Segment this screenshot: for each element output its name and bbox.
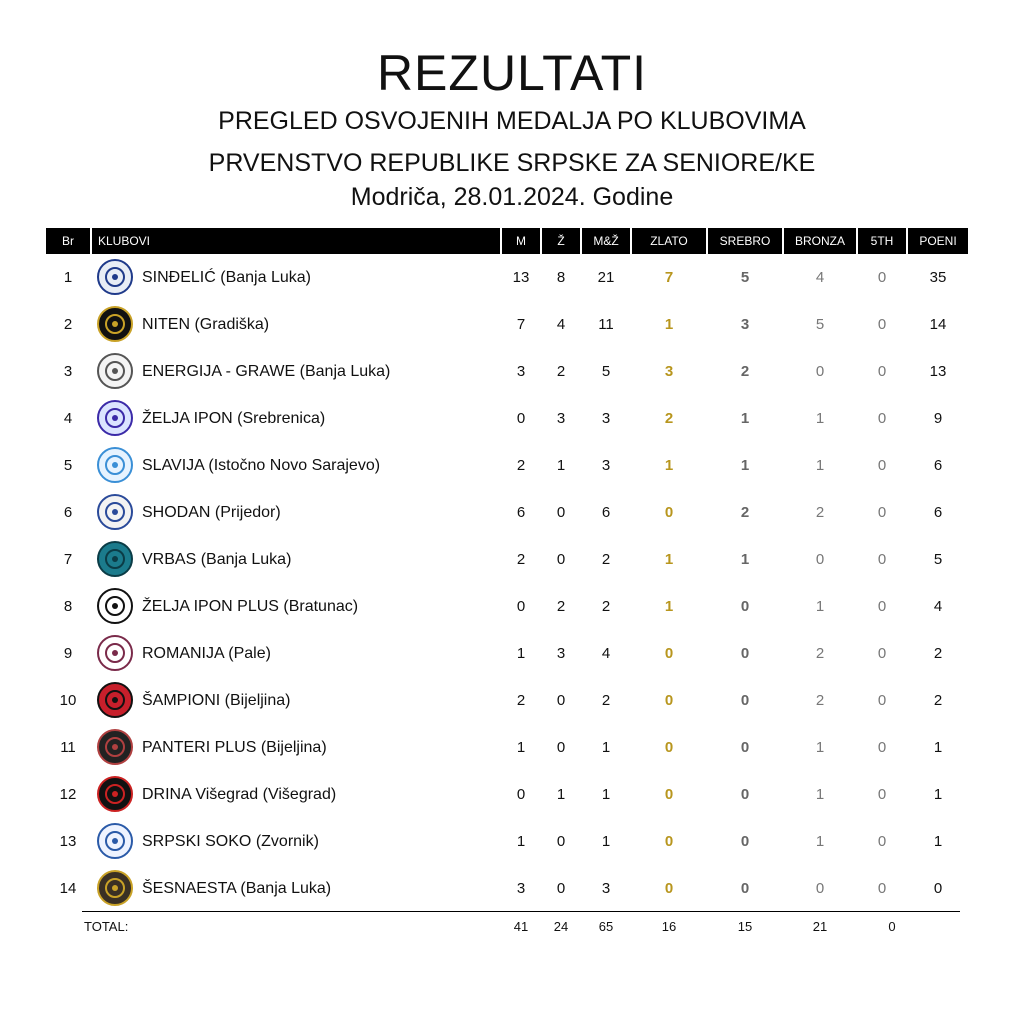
cell-poeni: 1 xyxy=(933,786,943,803)
cell-mz: 1 xyxy=(601,786,611,803)
cell-bronza: 1 xyxy=(815,598,825,615)
cell-br: 8 xyxy=(63,598,73,615)
cell-br: 5 xyxy=(63,457,73,474)
cell-z: 0 xyxy=(556,692,566,709)
cell-bronza: 0 xyxy=(815,551,825,568)
cell-br: 4 xyxy=(63,410,73,427)
cell-mz: 2 xyxy=(601,598,611,615)
cell-zlato: 0 xyxy=(664,645,674,662)
cell-srebro: 0 xyxy=(740,645,750,662)
header-br: Br xyxy=(46,228,90,254)
cell-m: 1 xyxy=(516,739,526,756)
cell-m: 3 xyxy=(516,880,526,897)
cell-m: 0 xyxy=(516,410,526,427)
cell-mz: 3 xyxy=(601,457,611,474)
cell-poeni: 9 xyxy=(933,410,943,427)
cell-z: 0 xyxy=(556,833,566,850)
cell-br: 12 xyxy=(59,786,77,803)
cell-srebro: 0 xyxy=(740,692,750,709)
cell-club: PANTERI PLUS (Bijeljina) xyxy=(142,739,327,756)
cell-bronza: 0 xyxy=(815,880,825,897)
subtitle-overview: PREGLED OSVOJENIH MEDALJA PO KLUBOVIMA xyxy=(218,107,806,135)
table-row xyxy=(46,301,968,348)
cell-m: 7 xyxy=(516,316,526,333)
cell-club: SLAVIJA (Istočno Novo Sarajevo) xyxy=(142,457,381,474)
cell-club: VRBAS (Banja Luka) xyxy=(142,551,292,568)
cell-fifth: 0 xyxy=(877,645,887,662)
cell-mz: 4 xyxy=(601,645,611,662)
cell-poeni: 2 xyxy=(933,645,943,662)
header-bronza: BRONZA xyxy=(784,228,856,254)
cell-z: 1 xyxy=(556,786,566,803)
cell-poeni: 5 xyxy=(933,551,943,568)
cell-br: 11 xyxy=(60,739,76,756)
cell-mz: 3 xyxy=(601,880,611,897)
sampioni-logo-icon xyxy=(96,681,134,719)
table-row xyxy=(46,489,968,536)
shodan-logo-icon xyxy=(96,493,134,531)
header-zlato: ZLATO xyxy=(632,228,706,254)
cell-fifth: 0 xyxy=(877,504,887,521)
cell-m: 0 xyxy=(516,786,526,803)
cell-fifth: 0 xyxy=(877,551,887,568)
cell-br: 9 xyxy=(63,645,73,662)
cell-zlato: 1 xyxy=(664,598,674,615)
total-zlato: 16 xyxy=(661,919,677,934)
cell-fifth: 0 xyxy=(877,786,887,803)
total-srebro: 15 xyxy=(737,919,753,934)
table-row xyxy=(46,536,968,583)
table-row xyxy=(46,724,968,771)
cell-zlato: 3 xyxy=(664,363,674,380)
header-z: Ž xyxy=(542,228,580,254)
cell-mz: 11 xyxy=(598,316,614,333)
cell-z: 2 xyxy=(556,598,566,615)
cell-club: ŠAMPIONI (Bijeljina) xyxy=(142,692,291,709)
cell-z: 0 xyxy=(556,880,566,897)
cell-br: 3 xyxy=(63,363,73,380)
cell-mz: 5 xyxy=(601,363,611,380)
table-header xyxy=(46,228,968,254)
cell-m: 2 xyxy=(516,692,526,709)
total-5th: 0 xyxy=(888,919,896,934)
cell-bronza: 1 xyxy=(815,739,825,756)
cell-mz: 2 xyxy=(601,692,611,709)
cell-club: NITEN (Gradiška) xyxy=(142,316,270,333)
cell-z: 1 xyxy=(556,457,566,474)
cell-bronza: 1 xyxy=(815,457,825,474)
cell-poeni: 13 xyxy=(929,363,947,380)
cell-poeni: 0 xyxy=(933,880,943,897)
header-poeni: POENI xyxy=(908,228,968,254)
cell-srebro: 3 xyxy=(740,316,750,333)
niten-logo-icon xyxy=(96,305,134,343)
cell-poeni: 6 xyxy=(933,504,943,521)
cell-club: SHODAN (Prijedor) xyxy=(142,504,281,521)
cell-fifth: 0 xyxy=(877,833,887,850)
header-klubovi: KLUBOVI xyxy=(92,228,500,254)
cell-srebro: 1 xyxy=(740,457,750,474)
romanija-logo-icon xyxy=(96,634,134,672)
cell-zlato: 2 xyxy=(664,410,674,427)
cell-fifth: 0 xyxy=(877,363,887,380)
header-mz: M&Ž xyxy=(582,228,630,254)
cell-srebro: 1 xyxy=(740,410,750,427)
cell-srebro: 0 xyxy=(740,786,750,803)
karate-school-logo-icon xyxy=(96,587,134,625)
cell-bronza: 1 xyxy=(815,786,825,803)
cell-poeni: 1 xyxy=(933,833,943,850)
energija-logo-icon xyxy=(96,352,134,390)
table-row xyxy=(46,630,968,677)
table-row xyxy=(46,348,968,395)
cell-bronza: 1 xyxy=(815,410,825,427)
cell-srebro: 0 xyxy=(740,598,750,615)
cell-z: 4 xyxy=(556,316,566,333)
cell-club: ŠESNAESTA (Banja Luka) xyxy=(142,880,332,897)
cell-bronza: 1 xyxy=(815,833,825,850)
cell-srebro: 0 xyxy=(740,833,750,850)
cell-mz: 2 xyxy=(601,551,611,568)
page-title: REZULTATI xyxy=(376,45,648,101)
cell-mz: 1 xyxy=(601,739,611,756)
header-m: M xyxy=(502,228,540,254)
cell-m: 2 xyxy=(516,457,526,474)
total-bronza: 21 xyxy=(812,919,828,934)
cell-poeni: 14 xyxy=(929,316,947,333)
cell-poeni: 6 xyxy=(933,457,943,474)
srpski-soko-logo-icon xyxy=(96,822,134,860)
cell-z: 0 xyxy=(556,739,566,756)
cell-bronza: 4 xyxy=(815,269,825,286)
cell-club: ŽELJA IPON PLUS (Bratunac) xyxy=(142,598,359,615)
slavija-logo-icon xyxy=(96,446,134,484)
cell-br: 14 xyxy=(59,880,77,897)
cell-bronza: 2 xyxy=(815,504,825,521)
cell-zlato: 1 xyxy=(664,316,674,333)
panteri-logo-icon xyxy=(96,728,134,766)
cell-zlato: 1 xyxy=(664,457,674,474)
cell-zlato: 1 xyxy=(664,551,674,568)
cell-br: 6 xyxy=(63,504,73,521)
table-row xyxy=(46,818,968,865)
table-row xyxy=(46,254,968,301)
cell-fifth: 0 xyxy=(877,598,887,615)
table-row xyxy=(46,771,968,818)
cell-mz: 6 xyxy=(601,504,611,521)
cell-mz: 1 xyxy=(601,833,611,850)
sindjelic-logo-icon xyxy=(96,258,134,296)
cell-srebro: 0 xyxy=(740,880,750,897)
cell-m: 3 xyxy=(516,363,526,380)
cell-z: 3 xyxy=(556,410,566,427)
table-row xyxy=(46,442,968,489)
cell-fifth: 0 xyxy=(877,457,887,474)
cell-zlato: 0 xyxy=(664,833,674,850)
cell-bronza: 5 xyxy=(815,316,825,333)
cell-mz: 3 xyxy=(601,410,611,427)
cell-z: 0 xyxy=(556,551,566,568)
cell-bronza: 2 xyxy=(815,645,825,662)
total-label: TOTAL: xyxy=(84,919,129,934)
cell-m: 1 xyxy=(516,645,526,662)
cell-fifth: 0 xyxy=(877,880,887,897)
cell-club: ENERGIJA - GRAWE (Banja Luka) xyxy=(142,363,391,380)
subtitle-location-date: Modriča, 28.01.2024. Godine xyxy=(350,183,674,211)
cell-club: ROMANIJA (Pale) xyxy=(142,645,271,662)
cell-br: 7 xyxy=(63,551,73,568)
cell-srebro: 2 xyxy=(740,504,750,521)
cell-fifth: 0 xyxy=(877,692,887,709)
cell-fifth: 0 xyxy=(877,316,887,333)
sesnaesta-logo-icon xyxy=(96,869,134,907)
cell-zlato: 0 xyxy=(664,880,674,897)
cell-club: DRINA Višegrad (Višegrad) xyxy=(142,786,337,803)
cell-srebro: 2 xyxy=(740,363,750,380)
total-m: 41 xyxy=(513,919,529,934)
cell-club: SINĐELIĆ (Banja Luka) xyxy=(142,269,311,286)
cell-zlato: 0 xyxy=(664,786,674,803)
cell-zlato: 0 xyxy=(664,739,674,756)
cell-srebro: 0 xyxy=(740,739,750,756)
total-mz: 65 xyxy=(598,919,614,934)
cell-m: 13 xyxy=(512,269,530,286)
table-row xyxy=(46,865,968,912)
drina-logo-icon xyxy=(96,775,134,813)
cell-z: 0 xyxy=(556,504,566,521)
cell-fifth: 0 xyxy=(877,410,887,427)
cell-poeni: 35 xyxy=(929,269,947,286)
cell-bronza: 2 xyxy=(815,692,825,709)
cell-club: ŽELJA IPON (Srebrenica) xyxy=(142,410,326,427)
cell-poeni: 1 xyxy=(933,739,943,756)
table-row xyxy=(46,677,968,724)
cell-mz: 21 xyxy=(597,269,615,286)
total-z: 24 xyxy=(553,919,569,934)
cell-zlato: 7 xyxy=(664,269,674,286)
cell-m: 1 xyxy=(516,833,526,850)
table-row xyxy=(46,395,968,442)
vrbas-logo-icon xyxy=(96,540,134,578)
header-srebro: SREBRO xyxy=(708,228,782,254)
cell-fifth: 0 xyxy=(877,739,887,756)
zelja-ipon-logo-icon xyxy=(96,399,134,437)
cell-club: SRPSKI SOKO (Zvornik) xyxy=(142,833,319,850)
cell-m: 6 xyxy=(516,504,526,521)
cell-m: 0 xyxy=(516,598,526,615)
total-row xyxy=(46,914,968,940)
table-row xyxy=(46,583,968,630)
cell-poeni: 4 xyxy=(933,598,943,615)
cell-z: 2 xyxy=(556,363,566,380)
cell-br: 13 xyxy=(59,833,77,850)
cell-z: 8 xyxy=(556,269,566,286)
cell-br: 2 xyxy=(63,316,73,333)
header-5th: 5TH xyxy=(858,228,906,254)
cell-bronza: 0 xyxy=(815,363,825,380)
cell-m: 2 xyxy=(516,551,526,568)
cell-srebro: 5 xyxy=(740,269,750,286)
cell-zlato: 0 xyxy=(664,692,674,709)
cell-zlato: 0 xyxy=(664,504,674,521)
subtitle-championship: PRVENSTVO REPUBLIKE SRPSKE ZA SENIORE/KE xyxy=(208,149,816,177)
cell-poeni: 2 xyxy=(933,692,943,709)
cell-srebro: 1 xyxy=(740,551,750,568)
cell-br: 10 xyxy=(59,692,77,709)
total-divider xyxy=(82,911,960,912)
cell-br: 1 xyxy=(63,269,73,286)
cell-z: 3 xyxy=(556,645,566,662)
cell-fifth: 0 xyxy=(877,269,887,286)
